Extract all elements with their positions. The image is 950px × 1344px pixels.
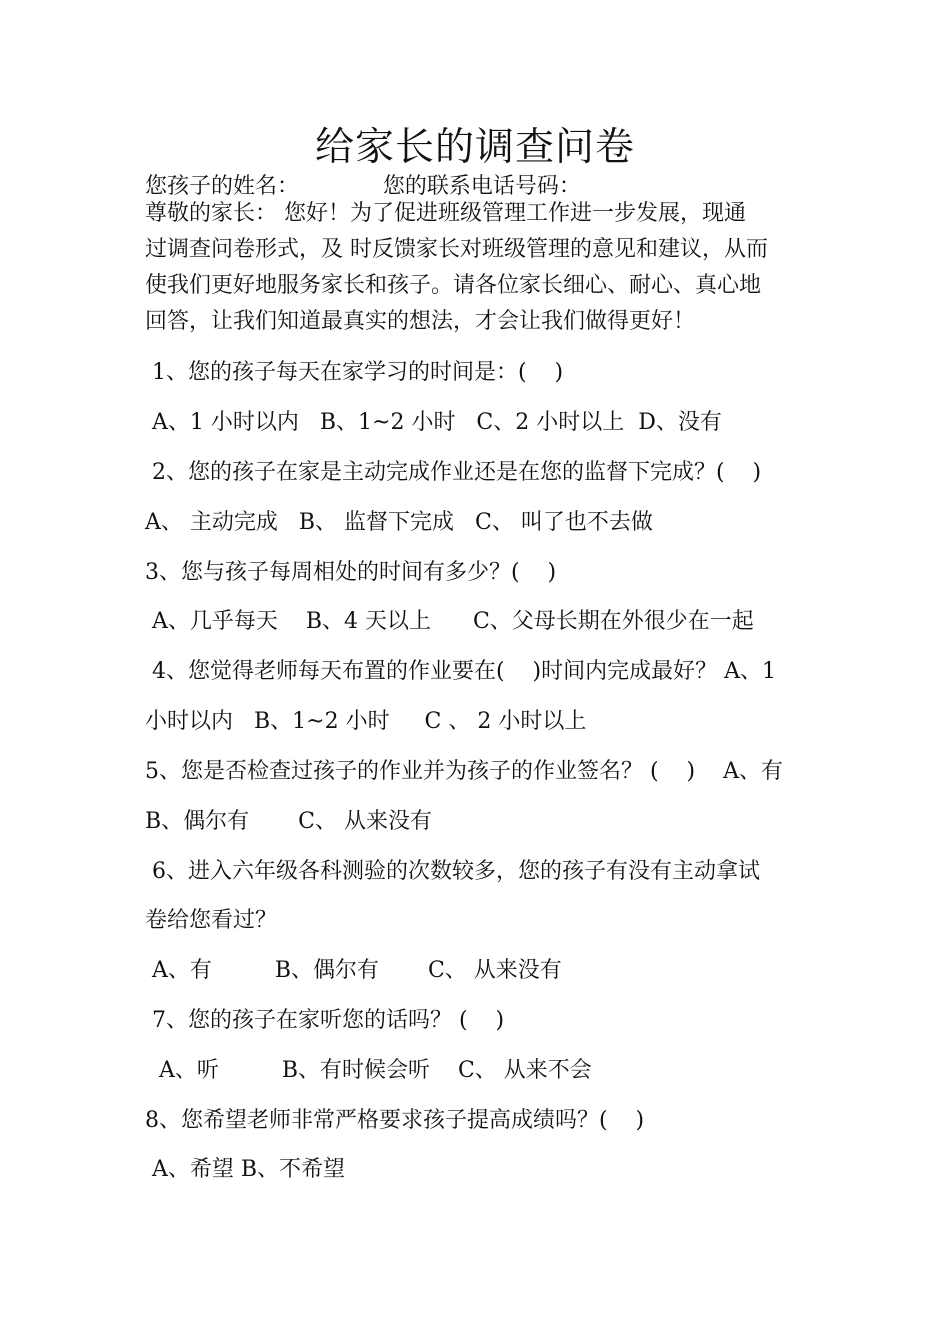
question-6-continued: 卷给您看过？ [145, 908, 278, 933]
question-3-options: A、几乎每天 B、4 天以上 C、父母长期在外很少在一起 [145, 609, 754, 634]
question-6: 6、进入六年级各科测验的次数较多，您的孩子有没有主动拿试 [145, 859, 760, 884]
intro-line: 回答，让我们知道最真实的想法，才会让我们做得更好！ [145, 309, 696, 334]
intro-line: 尊敬的家长： 您好！为了促进班级管理工作进一步发展，现通 [145, 201, 746, 226]
intro-paragraph [145, 196, 810, 340]
question-5-options: B、偶尔有 C、 从来没有 [145, 809, 432, 834]
question-8: 8、您希望老师非常严格要求孩子提高成绩吗？( ) [145, 1108, 645, 1133]
question-3: 3、您与孩子每周相处的时间有多少？( ) [145, 560, 557, 585]
question-7-options: A、听 B、有时候会听 C、 从来不会 [145, 1058, 592, 1083]
question-6-options: A、有 B、偶尔有 C、 从来没有 [145, 958, 562, 983]
intro-line: 使我们更好地服务家长和孩子。请各位家长细心、耐心、真心地 [145, 273, 762, 298]
intro-line: 过调查问卷形式，及 时反馈家长对班级管理的意见和建议，从而 [145, 237, 768, 262]
question-7: 7、您的孩子在家听您的话吗？ ( ) [145, 1008, 505, 1033]
question-8-options: A、希望 B、不希望 [145, 1157, 346, 1182]
question-2-options: A、 主动完成 B、 监督下完成 C、 叫了也不去做 [145, 510, 653, 535]
question-2: 2、您的孩子在家是主动完成作业还是在您的监督下完成？( ) [145, 460, 762, 485]
question-1: 1、您的孩子每天在家学习的时间是：( ) [145, 360, 564, 385]
question-1-options: A、1 小时以内 B、1~2 小时 C、2 小时以上 D、没有 [145, 410, 722, 435]
question-4: 4、您觉得老师每天布置的作业要在( )时间内完成最好？ A、1 [145, 659, 777, 684]
question-5: 5、您是否检查过孩子的作业并为孩子的作业签名？ ( ) A、有 [145, 759, 783, 784]
header-fields-line: 您孩子的姓名： 您的联系电话号码： [145, 174, 581, 199]
page-title: 给家长的调查问卷 [314, 125, 635, 170]
question-4-options: 小时以内 B、1~2 小时 C 、 2 小时以上 [145, 709, 587, 734]
